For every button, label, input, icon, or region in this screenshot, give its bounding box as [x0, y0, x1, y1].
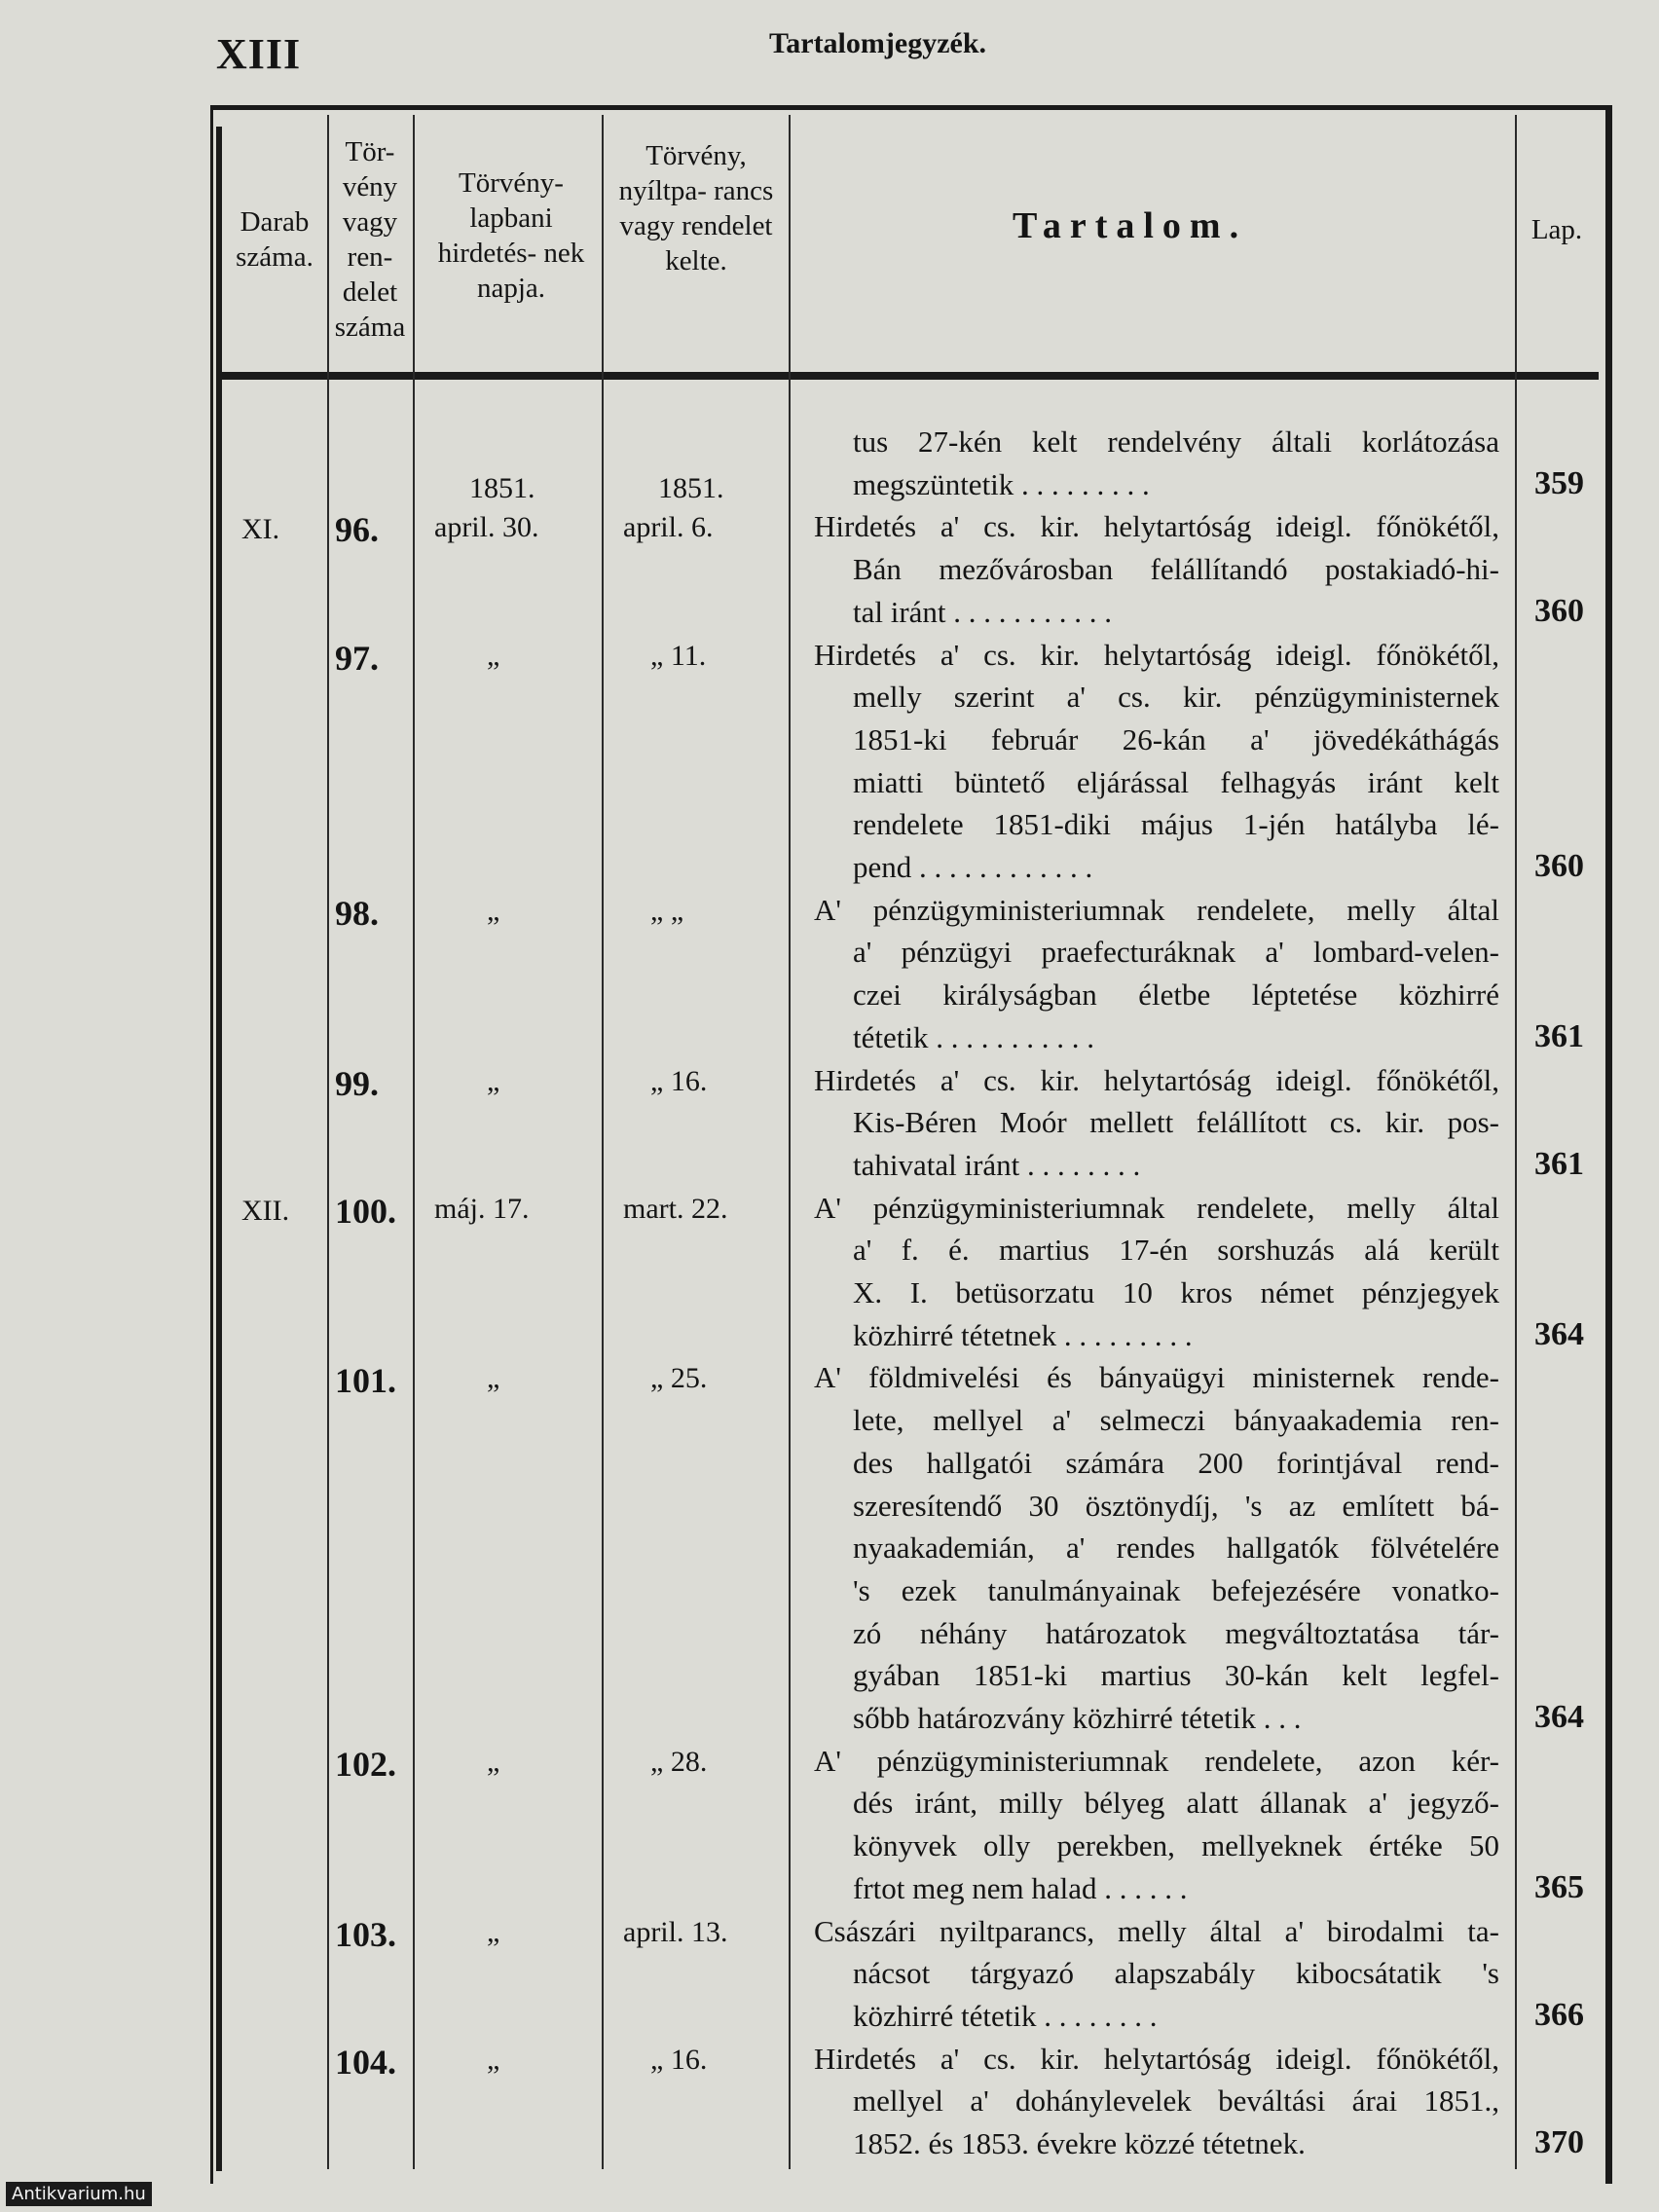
content-line: szeresítendő 30 ösztönydíj, 's az említett bá- — [853, 1488, 1499, 1523]
content-line: Császári nyiltparancs, melly által a' birodalmi ta- — [814, 1913, 1499, 1948]
row-page: 360 — [1534, 592, 1584, 629]
row-number: 99. — [335, 1063, 379, 1103]
row-napja: „ — [487, 2043, 500, 2076]
content-line: frtot meg nem halad . . . . . . — [853, 1870, 1188, 1905]
row-kelte-year: 1851. — [658, 472, 724, 505]
content-line: 's ezek tanulmányainak befejezésére vonatko- — [853, 1572, 1499, 1607]
row-number: 102. — [335, 1744, 396, 1784]
col-header-szama: Tör- vény vagy ren- delet száma — [334, 136, 406, 343]
column-divider — [1515, 115, 1517, 2169]
row-napja-year: 1851. — [469, 472, 535, 505]
content-line: lete, mellyel a' selmeczi bányaakademia ren- — [853, 1403, 1499, 1438]
column-divider — [789, 115, 791, 2169]
header-rule — [216, 372, 1599, 380]
row-number: 103. — [335, 1914, 396, 1954]
content-line: Kis-Béren Moór mellett felállított cs. kir. pos- — [853, 1105, 1499, 1140]
row-page: 370 — [1534, 2124, 1584, 2160]
row-page: 364 — [1534, 1315, 1584, 1352]
row-number: 98. — [335, 893, 379, 933]
row-page: 364 — [1534, 1699, 1584, 1735]
content-line: könyvek olly perekben, mellyeknek értéke 50 — [853, 1828, 1499, 1863]
content-line: des hallgatói számára 200 forintjával rend- — [853, 1445, 1499, 1480]
column-divider — [413, 115, 415, 2169]
content-line: közhirré tétetnek . . . . . . . . . — [853, 1317, 1193, 1352]
content-line: A' pénzügyministeriumnak rendelete, azon kér- — [814, 1743, 1499, 1778]
content-line: Hirdetés a' cs. kir. helytartóság ideigl. főnökétől, — [814, 1062, 1499, 1097]
row-napja: april. 30. — [434, 511, 539, 544]
row-kelte: „ 11. — [650, 639, 707, 672]
row-kelte: „ 16. — [650, 2043, 708, 2076]
watermark: Antikvarium.hu — [6, 2182, 152, 2206]
content-line: megszüntetik . . . . . . . . . — [853, 466, 1150, 501]
content-line: rendelete 1851-diki május 1-jén hatályba lé- — [853, 807, 1499, 842]
content-line: 1851-ki február 26-kán a' jövedékáthágás — [853, 721, 1499, 756]
row-number: 101. — [335, 1361, 396, 1401]
row-page: 360 — [1534, 848, 1584, 884]
content-line: mellyel a' dohánylevelek beváltási árai 1851., — [853, 2083, 1499, 2119]
row-kelte: „ „ — [650, 894, 684, 927]
content-line: gyában 1851-ki martius 30-kán kelt legfel- — [853, 1658, 1499, 1693]
page-number: XIII — [216, 30, 302, 78]
column-divider — [602, 115, 604, 2169]
row-page: 366 — [1534, 1996, 1584, 2033]
content-line: Hirdetés a' cs. kir. helytartóság ideigl. főnökétől, — [814, 509, 1499, 544]
row-number: 104. — [335, 2042, 396, 2082]
row-kelte: mart. 22. — [623, 1192, 728, 1225]
col-header-darab: Darab száma. — [236, 206, 313, 273]
row-napja: „ — [487, 1064, 500, 1097]
row-number: 97. — [335, 638, 379, 678]
content-line: miatti büntető eljárással felhagyás iránt kelt — [853, 764, 1499, 799]
row-page: 361 — [1534, 1145, 1584, 1182]
content-line: A' pénzügyministeriumnak rendelete, melly által — [814, 1190, 1499, 1225]
col-header-lapbani: Törvény- lapbani hirdetés- nek napja. — [437, 167, 585, 304]
row-darab: XII. — [241, 1194, 290, 1227]
content-line: a' pénzügyi praefecturáknak a' lombard-velen- — [853, 935, 1499, 970]
content-line: czei királyságban életbe léptetése közhirré — [853, 977, 1499, 1013]
row-kelte: „ 16. — [650, 1064, 708, 1097]
row-napja: „ — [487, 1745, 500, 1778]
row-napja: „ — [487, 639, 500, 672]
content-line: Hirdetés a' cs. kir. helytartóság ideigl. főnökétől, — [814, 2041, 1499, 2076]
table-left-border — [216, 127, 222, 2171]
content-line: Hirdetés a' cs. kir. helytartóság ideigl. főnökétől, — [814, 637, 1499, 672]
row-darab: XI. — [241, 513, 280, 546]
column-divider — [327, 115, 329, 2169]
content-line: közhirré tétetik . . . . . . . . — [853, 1998, 1158, 2033]
content-line: pend . . . . . . . . . . . . — [853, 850, 1093, 884]
row-napja: máj. 17. — [434, 1192, 530, 1225]
content-line: a' f. é. martius 17-én sorshuzás alá került — [853, 1233, 1499, 1268]
running-title: Tartalomjegyzék. — [769, 27, 987, 59]
row-page: 361 — [1534, 1017, 1584, 1054]
row-napja: „ — [487, 894, 500, 927]
row-kelte: „ 28. — [650, 1745, 708, 1778]
content-line: 1852. és 1853. évekre közzé tétetnek. — [853, 2126, 1306, 2160]
row-page: 359 — [1534, 464, 1584, 501]
content-line: tahivatal iránt . . . . . . . . — [853, 1147, 1141, 1182]
row-kelte: april. 6. — [623, 511, 714, 544]
content-line: melly szerint a' cs. kir. pénzügyministernek — [853, 680, 1499, 715]
content-line: A' pénzügyministeriumnak rendelete, melly által — [814, 892, 1499, 927]
row-number: 100. — [335, 1191, 396, 1231]
content-line: sőbb határozvány közhirré tétetik . . . — [853, 1701, 1302, 1735]
content-line: tétetik . . . . . . . . . . . — [853, 1019, 1094, 1054]
row-page: 365 — [1534, 1868, 1584, 1905]
col-header-lap: Lap. — [1530, 214, 1583, 245]
row-kelte: „ 25. — [650, 1362, 708, 1395]
row-number: 96. — [335, 510, 379, 550]
content-line: nyaakademián, a' rendes hallgatók fölvételére — [853, 1530, 1499, 1566]
content-line: dés iránt, milly bélyeg alatt állanak a' jegyző- — [853, 1786, 1499, 1821]
content-line: tal iránt . . . . . . . . . . . — [853, 594, 1113, 629]
content-line: nácsot tárgyazó alapszabály kibocsátatik 's — [853, 1956, 1499, 1991]
col-header-tartalom: Tartalom. — [1013, 205, 1248, 246]
content-line: Bán mezővárosban felállítandó postakiadó-hi- — [853, 552, 1499, 587]
row-kelte: april. 13. — [623, 1915, 728, 1948]
content-line: A' földmivelési és bányaügyi ministernek rende- — [814, 1360, 1499, 1395]
content-line: zó néhány határozatok megváltoztatása tár- — [853, 1615, 1499, 1650]
row-napja: „ — [487, 1915, 500, 1948]
col-header-kelte: Törvény, nyíltpa- rancs vagy rendelet kelte. — [618, 140, 774, 276]
row-napja: „ — [487, 1362, 500, 1395]
content-line: tus 27-kén kelt rendelvény általi korlátozása — [853, 424, 1499, 459]
content-line: X. I. betüsorzatu 10 kros német pénzjegyek — [853, 1275, 1499, 1309]
